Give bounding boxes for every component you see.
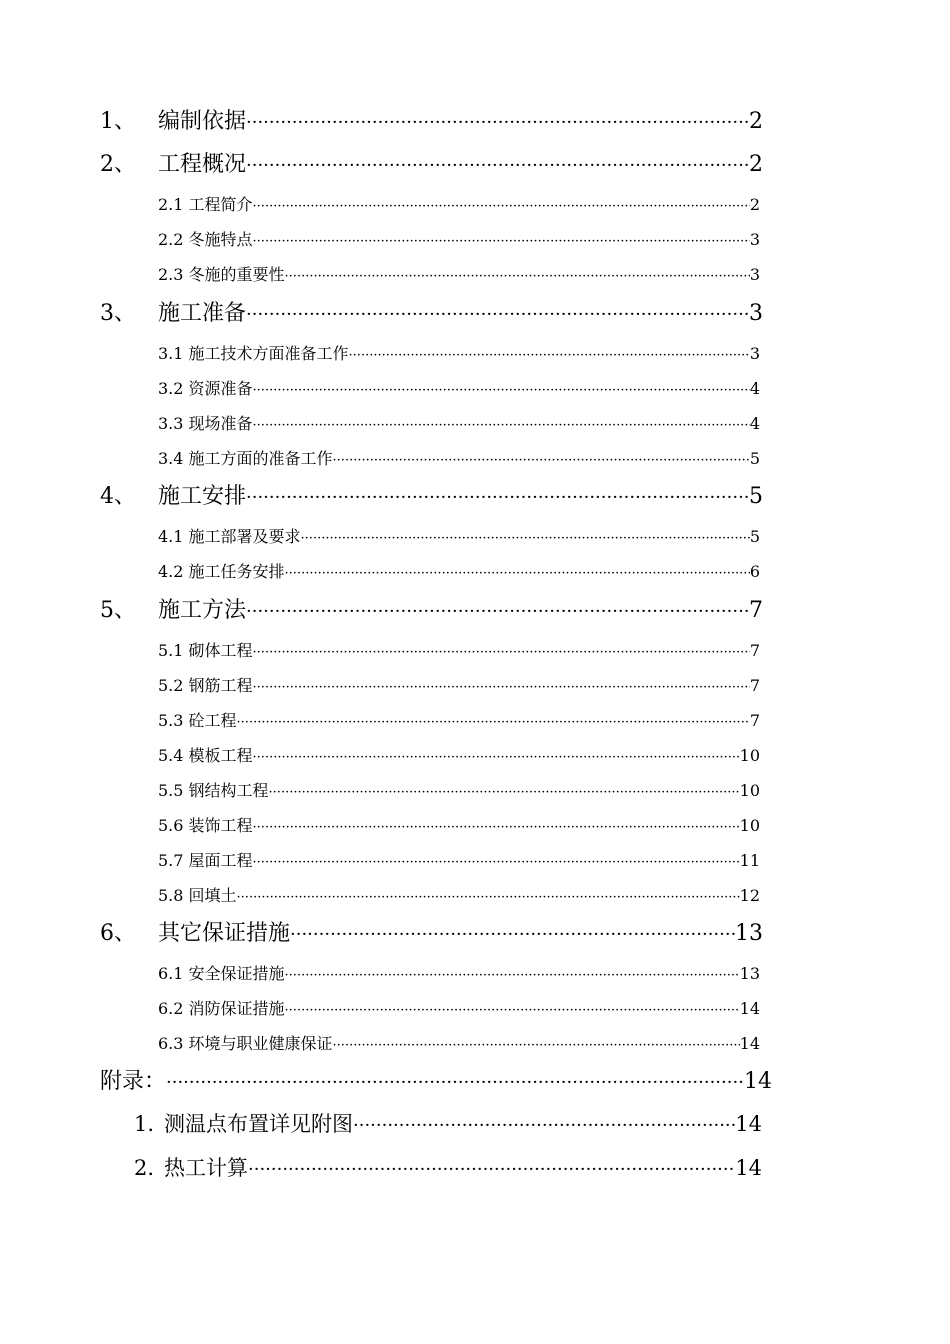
toc-title: 2.3 冬施的重要性 <box>158 265 285 284</box>
appendix-item-title: 测温点布置详见附图 <box>164 1112 353 1136</box>
toc-title: 5.3 砼工程 <box>158 711 237 730</box>
toc-page-number: 2 <box>749 109 763 134</box>
toc-number: 3、 <box>100 301 136 326</box>
toc-page-number: 14 <box>744 1069 772 1094</box>
toc-page-number: 13 <box>735 921 763 946</box>
toc-page-number: 4 <box>749 379 760 398</box>
toc-subentry[interactable] <box>158 673 760 697</box>
toc-page-number: 2 <box>749 152 763 177</box>
toc-page-number: 3 <box>749 344 760 363</box>
appendix-item-number: 2. <box>134 1156 155 1180</box>
toc-title: 4.2 施工任务安排 <box>158 562 285 581</box>
toc-page-number: 7 <box>749 598 763 623</box>
toc-title: 5.2 钢筋工程 <box>158 676 253 695</box>
toc-page-number: 14 <box>735 1112 762 1136</box>
toc-page-number: 14 <box>735 1156 762 1180</box>
toc-page-number: 7 <box>749 676 760 695</box>
toc-page-number: 13 <box>739 964 760 983</box>
dot-leader <box>285 269 750 284</box>
toc-title: 5.4 模板工程 <box>158 746 253 765</box>
toc-title: 6.3 环境与职业健康保证 <box>158 1034 333 1053</box>
toc-page-number: 2 <box>749 195 760 214</box>
toc-page-number: 14 <box>739 1034 760 1053</box>
toc-subentry[interactable] <box>158 883 760 907</box>
toc-entry[interactable] <box>100 479 763 511</box>
dot-leader <box>253 820 740 835</box>
toc-entry[interactable] <box>100 916 763 948</box>
dot-leader <box>301 531 750 546</box>
dot-leader <box>253 750 740 765</box>
toc-subentry[interactable] <box>158 743 760 767</box>
toc-subentry[interactable] <box>158 559 760 583</box>
dot-leader <box>285 1003 740 1018</box>
toc-subentry[interactable] <box>158 227 760 251</box>
toc-subentry[interactable] <box>158 996 760 1020</box>
toc-title: 其它保证措施 <box>158 921 291 946</box>
toc-subentry[interactable] <box>158 848 760 872</box>
dot-leader <box>353 1115 735 1136</box>
toc-page-number: 7 <box>749 641 760 660</box>
toc-page-number: 4 <box>749 414 760 433</box>
toc-entry[interactable] <box>100 104 763 136</box>
dot-leader <box>246 487 749 508</box>
toc-title: 6.1 安全保证措施 <box>158 964 285 983</box>
toc-title: 5.1 砌体工程 <box>158 641 253 660</box>
toc-page-number: 12 <box>739 886 760 905</box>
appendix-item[interactable] <box>134 1152 762 1184</box>
dot-leader <box>285 968 740 983</box>
toc-entry[interactable] <box>100 147 763 179</box>
dot-leader <box>253 645 750 660</box>
dot-leader <box>253 234 750 249</box>
toc-number: 1、 <box>100 109 136 134</box>
dot-leader <box>248 1159 735 1180</box>
toc-page-number: 6 <box>749 562 760 581</box>
toc-title: 工程概况 <box>158 152 247 177</box>
dot-leader <box>246 601 749 622</box>
toc-entry[interactable] <box>100 593 763 625</box>
toc-title: 6.2 消防保证措施 <box>158 999 285 1018</box>
toc-subentry[interactable] <box>158 778 760 802</box>
dot-leader <box>290 924 735 945</box>
appendix-entry[interactable] <box>100 1064 772 1096</box>
toc-title: 2.1 工程简介 <box>158 195 253 214</box>
dot-leader <box>246 304 749 325</box>
toc-page-number: 5 <box>749 449 760 468</box>
toc-subentry[interactable] <box>158 376 760 400</box>
dot-leader <box>253 680 750 695</box>
toc-number: 2、 <box>100 152 136 177</box>
toc-number: 5、 <box>100 598 136 623</box>
toc-title: 3.3 现场准备 <box>158 414 253 433</box>
dot-leader <box>246 112 749 133</box>
toc-title: 3.4 施工方面的准备工作 <box>158 449 333 468</box>
toc-number: 4、 <box>100 484 136 509</box>
toc-title: 2.2 冬施特点 <box>158 230 253 249</box>
toc-page-number: 3 <box>749 265 760 284</box>
toc-page-number: 10 <box>739 746 760 765</box>
toc-subentry[interactable] <box>158 1031 760 1055</box>
dot-leader <box>253 855 740 870</box>
dot-leader <box>237 715 750 730</box>
toc-page-number: 3 <box>749 301 763 326</box>
dot-leader <box>333 453 750 468</box>
dot-leader <box>285 566 750 581</box>
toc-subentry[interactable] <box>158 638 760 662</box>
dot-leader <box>269 785 740 800</box>
toc-number: 6、 <box>100 921 136 946</box>
dot-leader <box>349 348 750 363</box>
toc-subentry[interactable] <box>158 411 760 435</box>
toc-subentry[interactable] <box>158 708 760 732</box>
toc-page-number: 14 <box>739 999 760 1018</box>
appendix-item[interactable] <box>134 1108 762 1140</box>
toc-subentry[interactable] <box>158 262 760 286</box>
toc-subentry[interactable] <box>158 446 760 470</box>
dot-leader <box>166 1072 744 1093</box>
toc-page-number: 7 <box>749 711 760 730</box>
toc-subentry[interactable] <box>158 961 760 985</box>
appendix-item-number: 1. <box>134 1112 155 1136</box>
toc-subentry[interactable] <box>158 341 760 365</box>
toc-page-number: 3 <box>749 230 760 249</box>
dot-leader <box>253 383 750 398</box>
toc-subentry[interactable] <box>158 813 760 837</box>
dot-leader <box>253 199 750 214</box>
toc-title: 3.2 资源准备 <box>158 379 253 398</box>
dot-leader <box>246 155 749 176</box>
dot-leader <box>237 890 740 905</box>
toc-subentry[interactable] <box>158 524 760 548</box>
toc-title: 编制依据 <box>158 109 247 134</box>
toc-title: 施工方法 <box>158 598 247 623</box>
dot-leader <box>333 1038 740 1053</box>
appendix-item-title: 热工计算 <box>164 1156 248 1180</box>
toc-title: 施工准备 <box>158 301 247 326</box>
toc-title: 3.1 施工技术方面准备工作 <box>158 344 349 363</box>
dot-leader <box>253 418 750 433</box>
toc-page-number: 10 <box>739 816 760 835</box>
toc-title: 5.6 装饰工程 <box>158 816 253 835</box>
toc-title: 5.7 屋面工程 <box>158 851 253 870</box>
appendix-title: 附录： <box>100 1069 167 1094</box>
toc-page-number: 10 <box>739 781 760 800</box>
toc-page-number: 5 <box>749 527 760 546</box>
toc-title: 5.5 钢结构工程 <box>158 781 269 800</box>
toc-page-number: 5 <box>749 484 763 509</box>
toc-title: 5.8 回填土 <box>158 886 237 905</box>
toc-entry[interactable] <box>100 296 763 328</box>
toc-page-number: 11 <box>739 851 760 870</box>
toc-title: 施工安排 <box>158 484 247 509</box>
toc-title: 4.1 施工部署及要求 <box>158 527 301 546</box>
toc-subentry[interactable] <box>158 192 760 216</box>
